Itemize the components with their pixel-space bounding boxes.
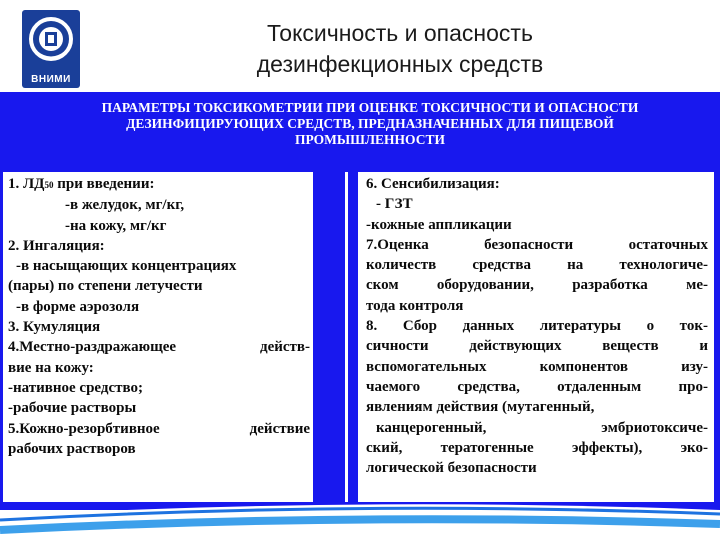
list-item: 3. Кумуляция: [8, 319, 101, 336]
logo-text: ВНИМИ: [31, 74, 71, 85]
list-item: канцерогенный, эмбриотоксиче-: [376, 419, 708, 436]
list-item: 7.Оценка безопасности остаточных: [366, 236, 708, 253]
list-item: 8. Сбор данных литературы о ток-: [366, 318, 708, 335]
list-item: логической безопасности: [366, 460, 537, 477]
page-title: [160, 18, 640, 80]
left-column: [3, 172, 313, 502]
list-item: - ГЗТ: [376, 196, 413, 213]
title-line-2: дезинфекционных средств: [256, 51, 544, 77]
right-column-text: [358, 172, 714, 478]
list-item: 2. Ингаляция:: [8, 237, 105, 254]
list-item: -в желудок, мг/кг,: [65, 197, 185, 214]
right-column: [358, 172, 714, 502]
panel-heading-line-1: ПАРАМЕТРЫ ТОКСИКОМЕТРИИ ПРИ ОЦЕНКЕ ТОКСИЧНОСТИ И ОПАСНОСТИ: [101, 100, 639, 115]
list-item: рабочих растворов: [8, 440, 136, 457]
list-item: (пары) по степени летучести: [8, 278, 203, 295]
list-item: 4.Местно-раздражающее действ-: [8, 339, 310, 356]
list-item: -нативное средство;: [8, 379, 143, 396]
list-item: вие на кожу:: [8, 359, 94, 376]
content-panel: [0, 92, 720, 510]
list-item: -в форме аэрозоля: [16, 298, 140, 315]
title-line-1: Токсичность и опасность: [267, 20, 533, 46]
list-item: количеств средства на технологиче-: [366, 257, 708, 274]
list-item: -кожные аппликации: [366, 216, 512, 233]
list-item: -на кожу, мг/кг: [65, 217, 167, 234]
list-item: чаемого средства, отдаленным про-: [366, 378, 708, 395]
column-divider: [345, 172, 348, 502]
list-item: 1. ЛД50 при введении:: [8, 176, 155, 192]
list-item: вспомогательных компонентов изу-: [366, 358, 708, 375]
slide-header: [0, 0, 720, 92]
list-item: явлениям действия (мутагенный,: [366, 399, 595, 416]
panel-heading: [20, 100, 720, 148]
logo-emblem-icon: [22, 10, 80, 72]
panel-heading-line-3: ПРОМЫШЛЕННОСТИ: [295, 132, 445, 147]
list-item: сичности действующих веществ и: [366, 338, 708, 355]
panel-heading-line-2: ДЕЗИНФИЦИРУЮЩИХ СРЕДСТВ, ПРЕДНАЗНАЧЕННЫХ ДЛЯ ПИЩЕВОЙ: [126, 116, 614, 131]
list-item: 5.Кожно-резорбтивное действие: [8, 420, 310, 437]
footer-swoosh-icon: [0, 486, 720, 540]
list-item: ский, тератогенные эффекты), эко-: [366, 439, 708, 456]
list-item: ском оборудовании, разработка ме-: [366, 277, 708, 294]
vnimi-logo: [22, 10, 80, 88]
list-item: тода контроля: [366, 297, 464, 314]
list-item: 6. Сенсибилизация:: [366, 176, 500, 192]
list-item: -в насыщающих концентрациях: [16, 258, 237, 275]
left-column-text: [3, 172, 313, 459]
list-item: -рабочие растворы: [8, 400, 137, 417]
